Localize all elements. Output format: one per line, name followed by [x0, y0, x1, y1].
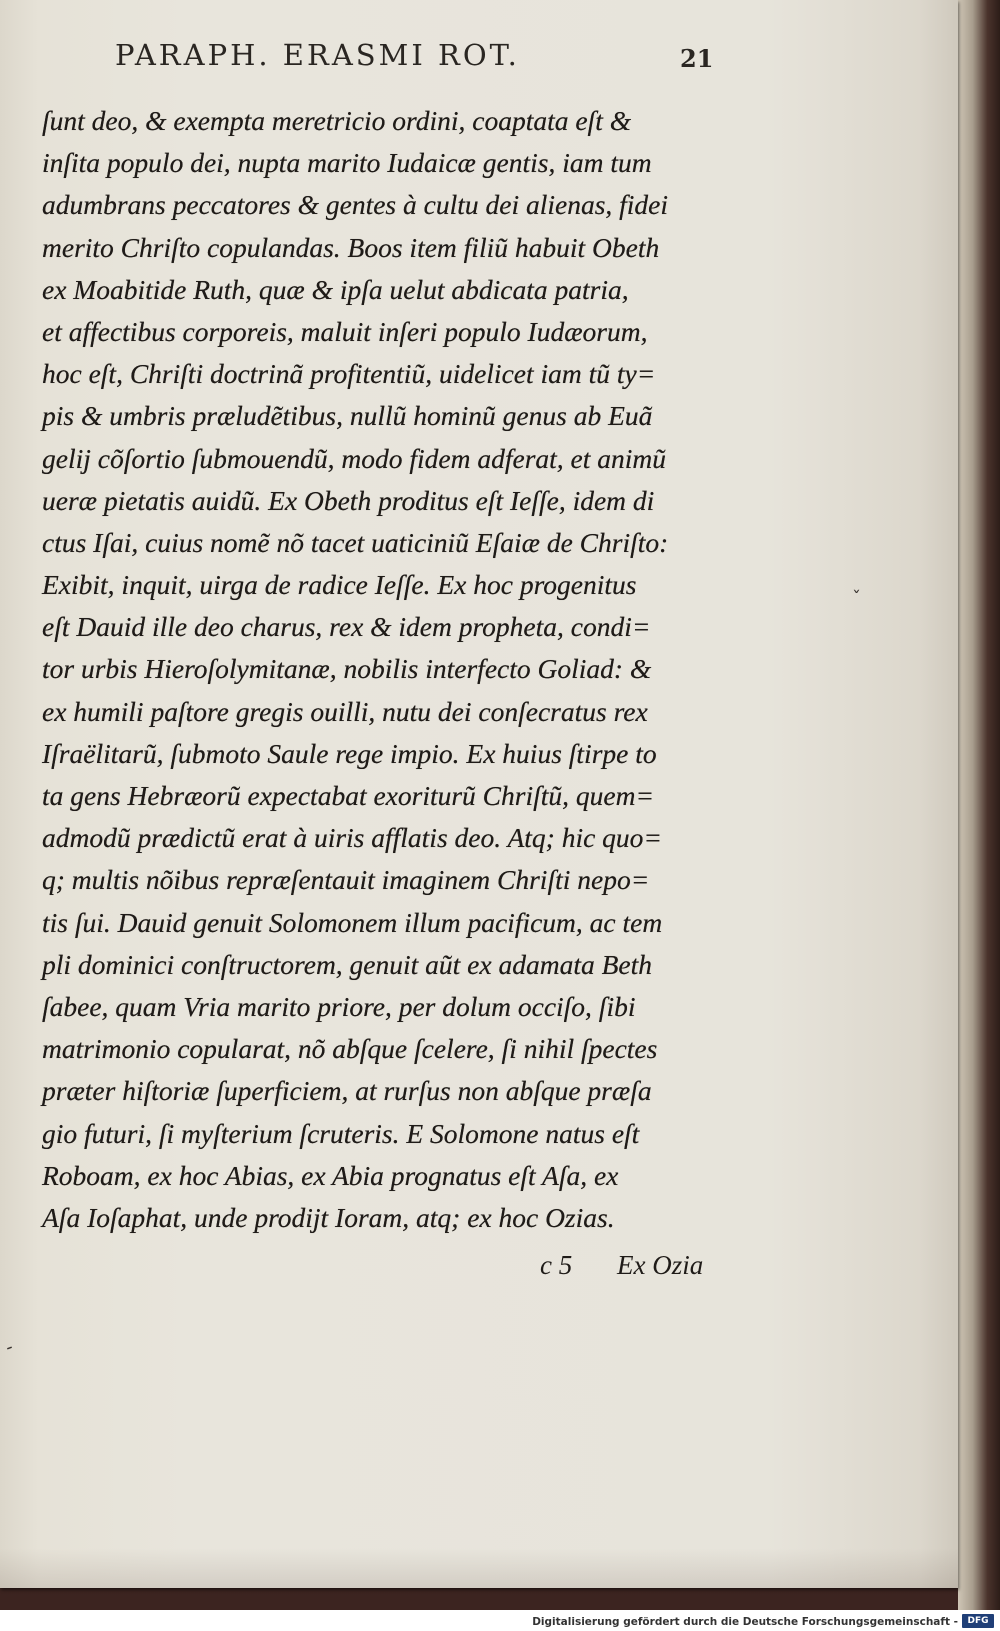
- body-text: [42, 100, 732, 1239]
- text-line: Roboam, ex hoc Abias, ex Abia prognatus eſt Aſa, ex: [42, 1159, 619, 1191]
- text-line: adumbrans peccatores & gentes à cultu dei alienas, fidei: [42, 189, 669, 221]
- page-edge: [958, 0, 1000, 1610]
- text-line: matrimonio copularat, nõ abſque ſcelere, ſi nihil ſpectes: [42, 1033, 658, 1065]
- margin-mark: ‐: [2, 1336, 16, 1359]
- page-number: 21: [680, 44, 714, 73]
- text-line: ctus Iſai, cuius nomẽ nõ tacet uaticiniũ Eſaiæ de Chriſto:: [42, 526, 669, 558]
- margin-mark: ˇ: [852, 588, 861, 609]
- catchline: [540, 1250, 703, 1281]
- text-line: Aſa Ioſaphat, unde prodijt Ioram, atq; ex hoc Ozias.: [42, 1201, 615, 1233]
- text-line: merito Chriſto copulandas. Boos item filiũ habuit Obeth: [42, 231, 660, 263]
- text-line: pis & umbris præludẽtibus, nullũ hominũ genus ab Euã: [42, 400, 653, 432]
- text-line: et affectibus corporeis, maluit inſeri populo Iudæorum,: [42, 315, 648, 347]
- text-line: Exibit, inquit, uirga de radice Ieſſe. Ex hoc progenitus: [42, 569, 637, 601]
- catchword: Ex Ozia: [616, 1250, 704, 1280]
- footer-bar: [0, 1610, 1000, 1631]
- text-line: gelij cõſortio ſubmouendũ, modo fidem adferat, et animũ: [42, 442, 667, 474]
- text-line: ex Moabitide Ruth, quæ & ipſa uelut abdicata patria,: [42, 273, 629, 305]
- text-line: gio futuri, ſi myſterium ſcruteris. E Solomone natus eſt: [42, 1117, 640, 1149]
- text-line: hoc eſt, Chriſti doctrinã profitentiũ, uidelicet iam tũ ty=: [42, 358, 656, 390]
- text-line: tor urbis Hieroſolymitanæ, nobilis interfecto Goliad: &: [42, 653, 652, 685]
- dfg-logo: DFG: [962, 1614, 994, 1628]
- text-line: ueræ pietatis auidũ. Ex Obeth proditus eſt Ieſſe, idem di: [42, 484, 655, 516]
- text-line: ſunt deo, & exempta meretricio ordini, coaptata eſt &: [42, 105, 632, 136]
- text-line: eſt Dauid ille deo charus, rex & idem propheta, condi=: [42, 611, 651, 643]
- text-line: ſabee, quam Vria marito priore, per dolum occiſo, ſibi: [42, 990, 636, 1022]
- signature-mark: c 5: [540, 1250, 573, 1280]
- text-line: tis ſui. Dauid genuit Solomonem illum pacificum, ac tem: [42, 906, 663, 938]
- text-line: præter hiſtoriæ ſuperficiem, at rurſus non abſque præſa: [42, 1075, 652, 1107]
- running-head: PARAPH. ERASMI ROT.: [115, 38, 520, 72]
- text-line: q; multis nõibus repræſentauit imaginem Chriſti nepo=: [42, 864, 650, 896]
- text-line: ex humili paſtore gregis ouilli, nutu dei conſecratus rex: [42, 695, 648, 727]
- text-line: pli dominici conſtructorem, genuit aũt ex adamata Beth: [42, 948, 652, 980]
- text-line: Iſraëlitarũ, ſubmoto Saule rege impio. Ex huius ſtirpe to: [42, 737, 657, 769]
- text-line: ta gens Hebræorũ expectabat exoriturũ Chriſtũ, quem=: [42, 780, 655, 811]
- digitization-credit: Digitalisierung gefördert durch die Deutsche Forschungsgemeinschaft -: [532, 1616, 958, 1628]
- text-line: inſita populo dei, nupta marito Iudaicæ gentis, iam tum: [42, 147, 652, 179]
- text-line: admodũ prædictũ erat à uiris afflatis deo. Atq; hic quo=: [42, 822, 662, 854]
